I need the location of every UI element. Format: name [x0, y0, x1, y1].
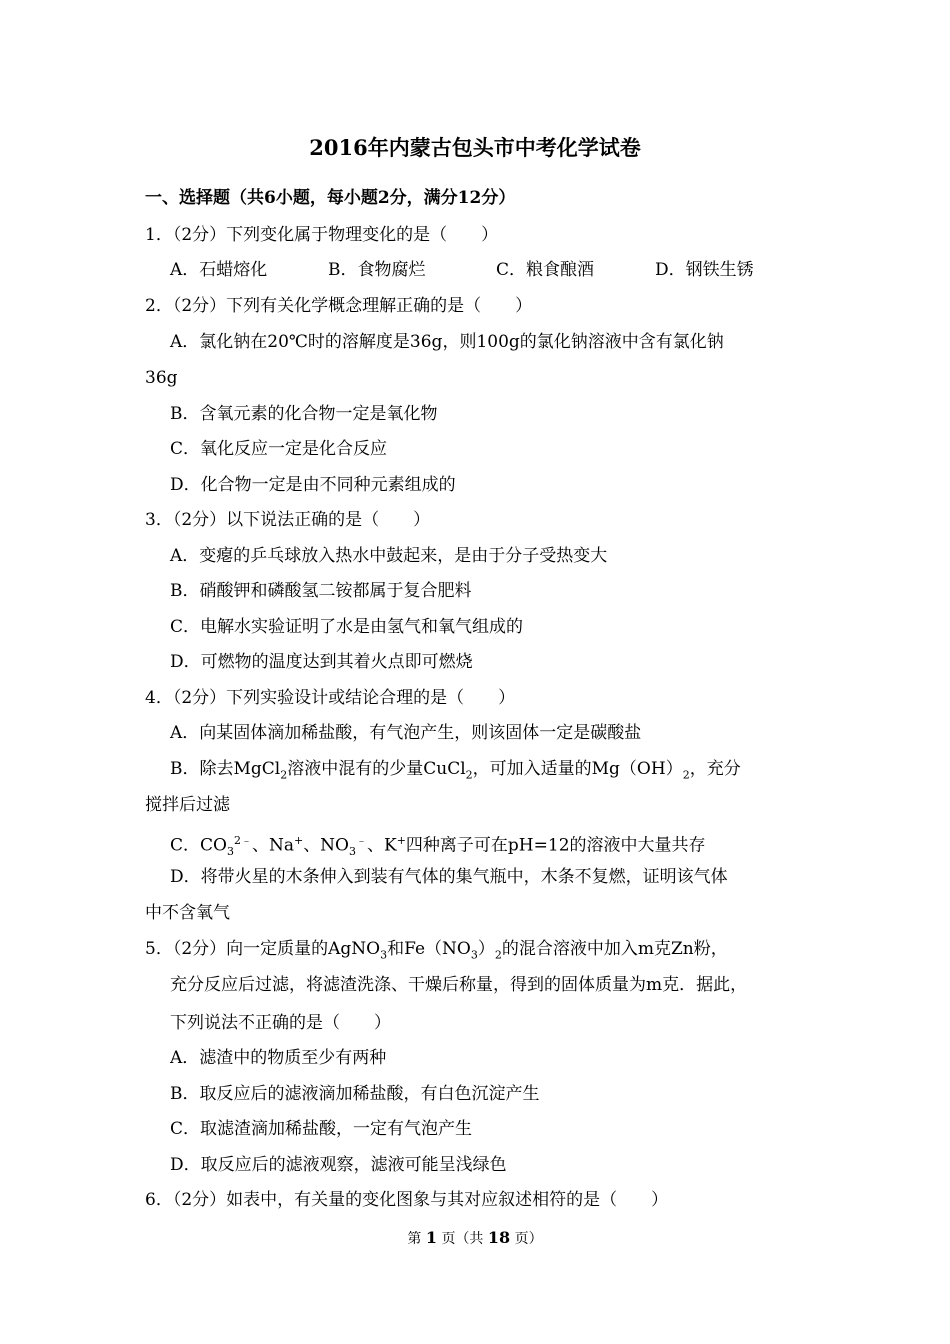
q5-sub-2: 3 [470, 948, 478, 962]
question-4-option-b-cont: 搅拌后过滤 [145, 795, 230, 815]
q4c-text-3: 、NO [303, 835, 349, 856]
question-1-stem: 1．（2分）下列变化属于物理变化的是（ ） [145, 225, 499, 245]
question-3-option-d: D．可燃物的温度达到其着火点即可燃烧 [170, 652, 473, 672]
q5-sub-1: 3 [380, 948, 388, 962]
question-1-option-a: A．石蜡熔化 [170, 260, 268, 280]
section-heading: 一、选择题（共6小题，每小题2分，满分12分） [145, 188, 516, 208]
q4b-text-3: ，可加入适量的Mg（OH） [472, 759, 683, 779]
question-1-option-d: D．钢铁生锈 [655, 260, 754, 280]
question-5-option-d: D．取反应后的滤液观察，滤液可能呈浅绿色 [170, 1155, 507, 1175]
question-2-option-d: D．化合物一定是由不同种元素组成的 [170, 475, 456, 495]
q5-text-4: 的混合溶液中加入m克Zn粉， [501, 939, 728, 959]
question-1-option-c: C．粮食酿酒 [496, 260, 595, 280]
question-5-stem-line-2: 充分反应后过滤，将滤渣洗涤、干燥后称量，得到的固体质量为m克．据此， [170, 975, 748, 995]
question-5-option-b: B．取反应后的滤液滴加稀盐酸，有白色沉淀产生 [170, 1084, 540, 1104]
q4c-text-5: 四种离子可在pH=12的溶液中大量共存 [405, 835, 706, 856]
q4b-sub-1: 2 [280, 768, 288, 782]
question-4-option-a: A．向某固体滴加稀盐酸，有气泡产生，则该固体一定是碳酸盐 [170, 723, 642, 743]
q4c-text-1: C．CO [170, 835, 227, 856]
q4c-sup-3: ﹣ [356, 834, 367, 847]
question-4-option-d: D．将带火星的木条伸入到装有气体的集气瓶中，木条不复燃，证明该气体 [170, 867, 728, 887]
q4c-sub-1: 3 [226, 845, 234, 859]
footer-total-pages: 18 [487, 1228, 511, 1247]
q5-sub-3: 2 [494, 948, 502, 962]
question-3-option-a: A．变瘪的乒乓球放入热水中鼓起来，是由于分子受热变大 [170, 546, 608, 566]
question-2-stem: 2．（2分）下列有关化学概念理解正确的是（ ） [145, 296, 533, 316]
footer-suffix: 页） [514, 1231, 543, 1247]
q5-text-2: 和Fe（NO [387, 939, 471, 959]
page-footer [0, 1228, 950, 1248]
q5-text-3: ） [477, 939, 495, 959]
footer-page-number: 1 [425, 1228, 437, 1247]
q4b-text-1: B．除去MgCl [170, 759, 281, 779]
q5-text-1: 5．（2分）向一定质量的AgNO [145, 939, 381, 959]
question-3-option-b: B．硝酸钾和磷酸氢二铵都属于复合肥料 [170, 581, 472, 601]
question-2-option-b: B．含氧元素的化合物一定是氧化物 [170, 404, 438, 424]
question-3-stem: 3．（2分）以下说法正确的是（ ） [145, 510, 431, 530]
q4b-sub-3: 2 [682, 768, 690, 782]
page-title: 2016年内蒙古包头市中考化学试卷 [309, 135, 641, 160]
footer-prefix: 第 [407, 1231, 422, 1247]
q4c-sup-2: + [293, 834, 304, 847]
q4c-text-2: 、Na [251, 835, 294, 856]
footer-mid: 页（共 [441, 1231, 484, 1247]
question-1-option-b: B．食物腐烂 [328, 260, 426, 280]
question-6-stem: 6．（2分）如表中，有关量的变化图象与其对应叙述相符的是（ ） [145, 1190, 669, 1210]
question-5-stem-line-3: 下列说法不正确的是（ ） [170, 1013, 391, 1033]
question-2-option-c: C．氧化反应一定是化合反应 [170, 439, 388, 459]
question-3-option-c: C．电解水实验证明了水是由氢气和氧气组成的 [170, 617, 524, 637]
question-4-option-c [170, 829, 706, 864]
question-5-option-a: A．滤渣中的物质至少有两种 [170, 1048, 387, 1068]
q4c-text-4: 、K [367, 835, 397, 856]
question-2-option-a: A．氯化钠在20℃时的溶解度是36g，则100g的氯化钠溶液中含有氯化钠 [170, 332, 724, 352]
question-5-option-c: C．取滤渣滴加稀盐酸，一定有气泡产生 [170, 1119, 473, 1139]
q4b-text-4: ，充分 [689, 759, 741, 779]
question-5-stem [145, 937, 728, 967]
question-4-option-d-cont: 中不含氧气 [145, 903, 230, 923]
q4b-text-2: 溶液中混有的少量CuCl [287, 759, 466, 779]
q4c-sub-2: 3 [349, 845, 356, 859]
question-4-option-b [170, 757, 741, 787]
q4c-sup-4: + [396, 834, 406, 847]
question-4-stem: 4．（2分）下列实验设计或结论合理的是（ ） [145, 688, 516, 708]
question-1-options [0, 258, 950, 282]
question-2-option-a-cont: 36g [145, 368, 178, 388]
q4b-sub-2: 2 [465, 768, 473, 782]
q4c-sup-1: 2﹣ [233, 834, 252, 847]
